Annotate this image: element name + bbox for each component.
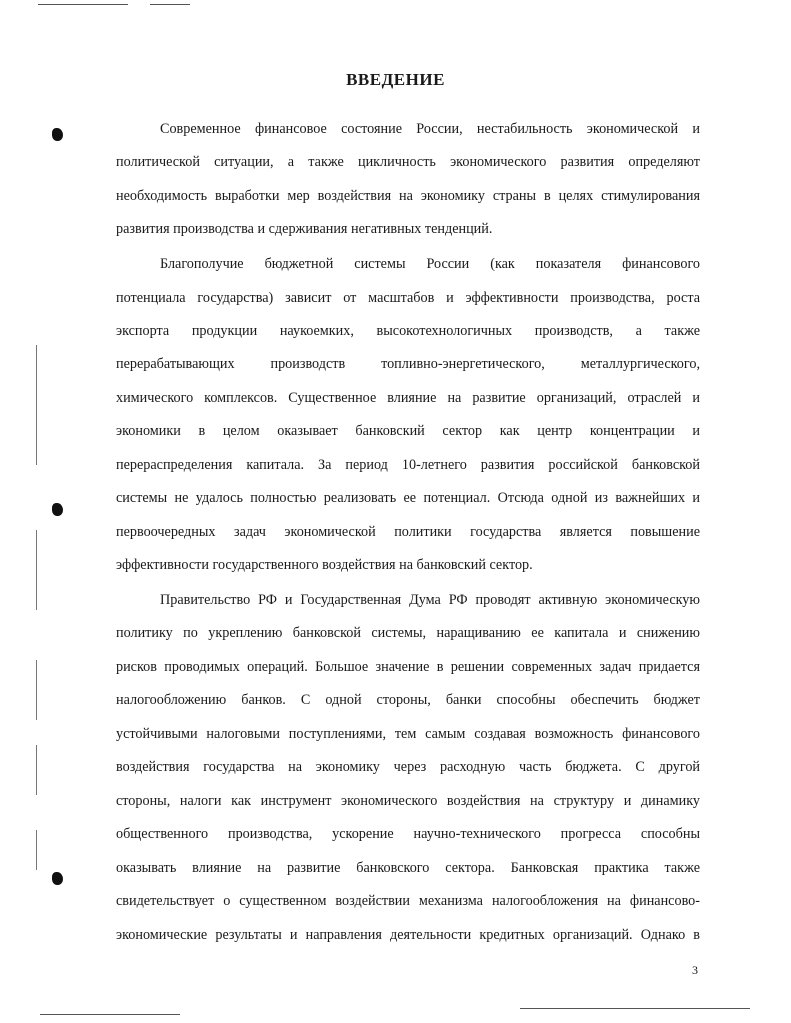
scan-edge-mark — [36, 530, 37, 610]
text-line: эффективности государственного воздействия на банковский сектор. — [116, 557, 533, 573]
scan-artifact-top — [150, 4, 190, 5]
text-line: экономики в целом оказывает банковский сектор как центр концентрации и — [116, 423, 700, 439]
page-title: ВВЕДЕНИЕ — [346, 70, 445, 89]
text-line: необходимость выработки мер воздействия на экономику страны в целях стимулирования — [116, 188, 700, 204]
text-line: химического комплексов. Существенное влияние на развитие организаций, отраслей и — [116, 390, 700, 406]
scan-edge-mark — [36, 745, 37, 795]
text-line: перерабатывающих производств топливно-энергетического, металлургического, — [116, 356, 700, 372]
text-line: политику по укреплению банковской системы, наращиванию ее капитала и снижению — [116, 625, 700, 641]
text-line: экономические результаты и направления деятельности кредитных организаций. Однако в — [116, 927, 700, 943]
scan-hole-mark — [52, 128, 63, 141]
text-line: Современное финансовое состояние России, нестабильность экономической и — [160, 121, 700, 137]
text-line: Правительство РФ и Государственная Дума РФ проводят активную экономическую — [160, 592, 700, 608]
text-line: системы не удалось полностью реализовать ее потенциал. Отсюда одной из важнейших и — [116, 490, 700, 506]
scan-edge-mark — [36, 345, 37, 465]
text-line: рисков проводимых операций. Большое значение в решении современных задач придается — [116, 659, 700, 675]
text-line: свидетельствует о существенном воздействии механизма налогообложения на финансово- — [116, 893, 700, 909]
text-line: политической ситуации, а также цикличность экономического развития определяют — [116, 154, 700, 170]
text-line: общественного производства, ускорение научно-технического прогресса способны — [116, 826, 700, 842]
scan-edge-mark — [36, 830, 37, 870]
text-line: устойчивыми налоговыми поступлениями, тем самым создавая возможность финансового — [116, 726, 700, 742]
scan-edge-mark — [36, 660, 37, 720]
scan-artifact-top — [38, 4, 128, 5]
text-line: экспорта продукции наукоемких, высокотехнологичных производств, а также — [116, 323, 700, 339]
text-line: налогообложению банков. С одной стороны, банки способны обеспечить бюджет — [116, 692, 700, 708]
scan-artifact-bottom — [520, 1008, 750, 1009]
text-line: потенциала государства) зависит от масштабов и эффективности производства, роста — [116, 290, 700, 306]
scan-hole-mark — [52, 503, 63, 516]
text-line: первоочередных задач экономической политики государства является повышение — [116, 524, 700, 540]
text-line: стороны, налоги как инструмент экономического воздействия на структуру и динамику — [116, 793, 700, 809]
page-number: 3 — [692, 963, 698, 977]
scan-hole-mark — [52, 872, 63, 885]
scan-artifact-bottom — [40, 1014, 180, 1015]
text-line: Благополучие бюджетной системы России (как показателя финансового — [160, 256, 700, 272]
text-line: оказывать влияние на развитие банковского сектора. Банковская практика также — [116, 860, 700, 876]
text-line: перераспределения капитала. За период 10-летнего развития российской банковской — [116, 457, 700, 473]
text-line: воздействия государства на экономику через расходную часть бюджета. С другой — [116, 759, 700, 775]
text-line: развития производства и сдерживания негативных тенденций. — [116, 221, 493, 237]
